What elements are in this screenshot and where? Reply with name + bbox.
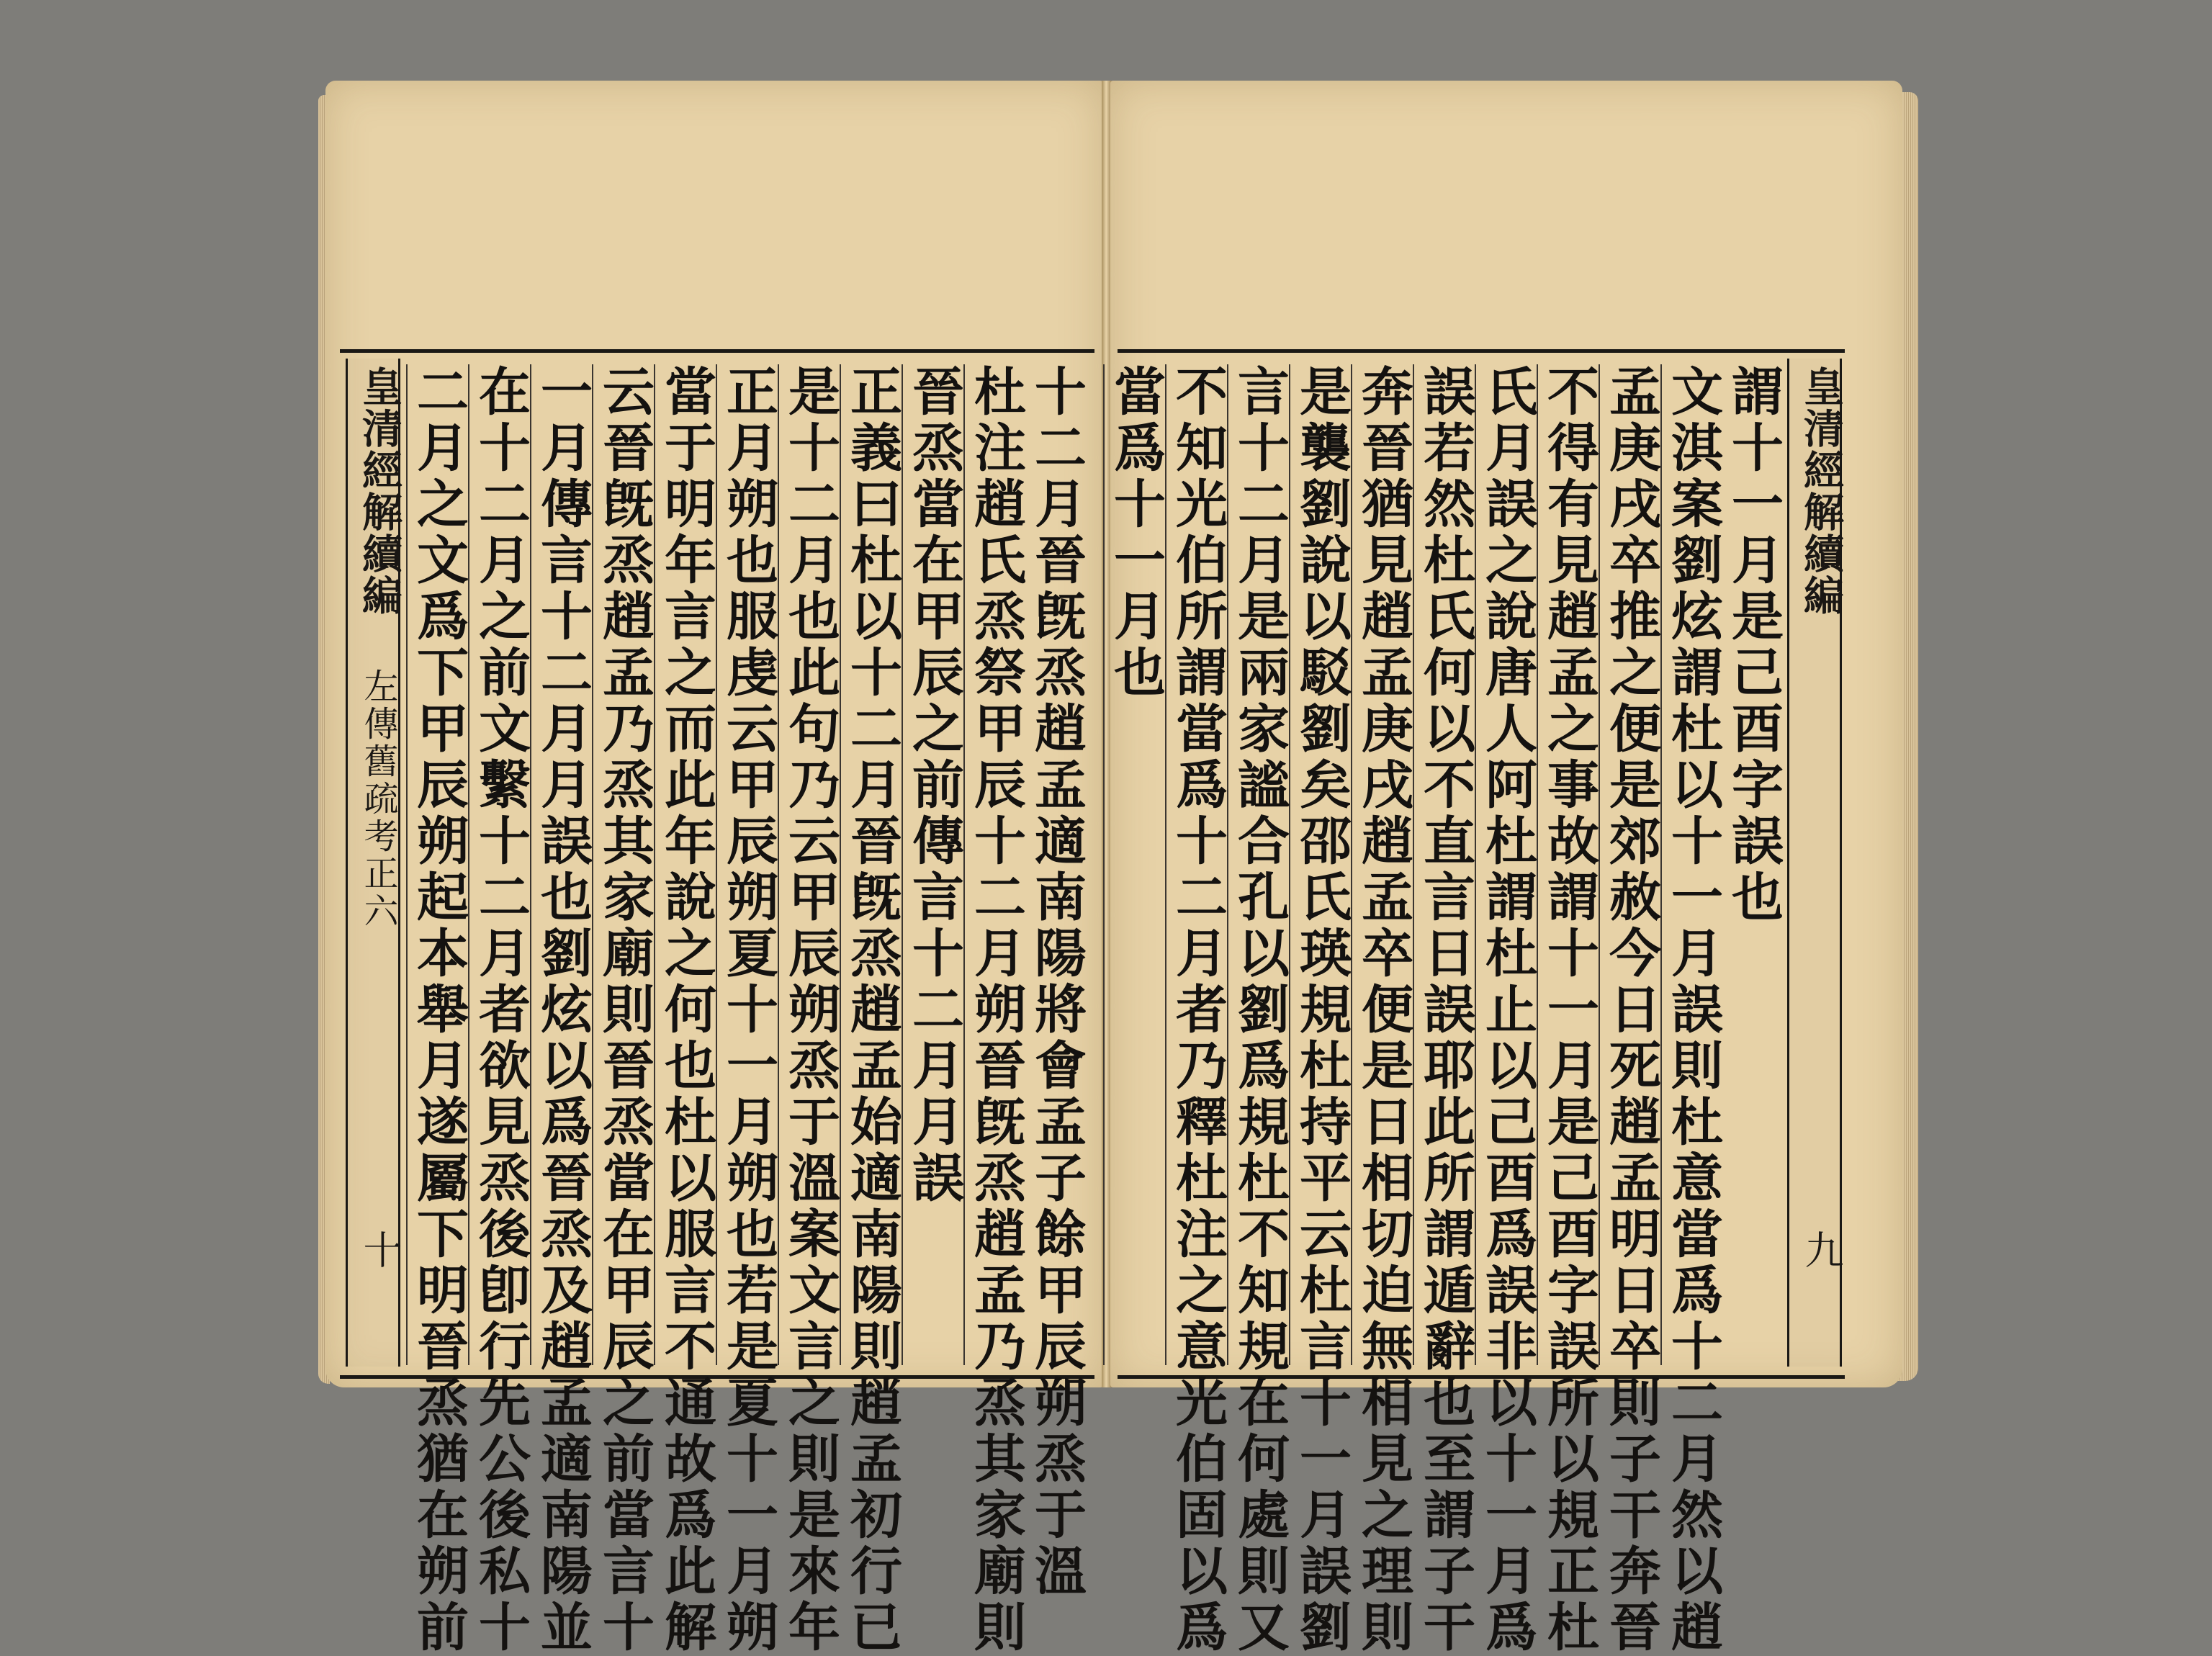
- column-text: 奔晉猶見趙孟庚戌趙孟卒便是日相切迫無相見之理則: [1353, 364, 1414, 1656]
- page-number: 十: [357, 1230, 403, 1269]
- column-text: 當爲十一月也: [1105, 364, 1166, 701]
- column-text: 誤若然杜氏何以不直言日誤耶此所謂遁辭也至謂子干: [1415, 364, 1476, 1656]
- text-column: [1599, 364, 1662, 1656]
- text-column: [1413, 364, 1476, 1656]
- column-text: 不得有見趙孟之事故謂十一月是己酉字誤所以規正杜: [1539, 364, 1600, 1656]
- right-margin-column: [1787, 359, 1845, 1367]
- text-column: [654, 364, 717, 1656]
- text-column: [468, 364, 531, 1656]
- text-column: [1537, 364, 1600, 1656]
- column-text: 二月之文爲下甲辰朔起本舉月遂屬下明晉烝猶在朔前: [408, 364, 469, 1656]
- text-column: [1722, 364, 1784, 1365]
- text-column: [1475, 364, 1538, 1656]
- column-text: 氏月誤之說唐人阿杜謂杜止以己酉爲誤非以十一月爲: [1477, 364, 1538, 1656]
- column-text: 晉烝當在甲辰之前傳言十二月月誤: [904, 364, 965, 1207]
- left-page: [325, 81, 1103, 1656]
- column-text: 杜注趙氏烝祭甲辰十二月朔晉旣烝趙孟乃烝其家廟則: [966, 364, 1027, 1656]
- column-text: 云晉旣烝趙孟乃烝其家廟則晉烝當在甲辰之前當言十: [594, 364, 655, 1656]
- column-text: 是十二月也此句乃云甲辰朔烝于溫案文言之則是來年: [780, 364, 841, 1656]
- text-column: [1103, 364, 1166, 1365]
- left-text-frame: [340, 349, 1094, 1656]
- book-title: 皇清經解續編: [1797, 366, 1845, 616]
- text-column: [592, 364, 655, 1656]
- column-text: 十二月晉旣烝趙孟適南陽將會孟子餘甲辰朔烝于溫: [1026, 364, 1087, 1600]
- page-number: 九: [1799, 1230, 1844, 1269]
- column-text: 不知光伯所謂當爲十二月者乃釋杜注之意光伯固以爲: [1167, 364, 1228, 1656]
- text-column: [1227, 364, 1290, 1656]
- text-column: [963, 364, 1027, 1656]
- section-title: 左傳舊疏考正六: [358, 668, 398, 930]
- text-column: [1660, 364, 1724, 1656]
- open-book: [325, 81, 1902, 1656]
- text-column: [1289, 364, 1352, 1656]
- right-text-frame: [1105, 349, 1845, 1656]
- column-text: 孟庚戌卒推之便是郊赦今日死趙孟明日卒則子干奔晉: [1601, 364, 1662, 1656]
- text-column: [406, 364, 469, 1656]
- text-column: [1165, 364, 1228, 1656]
- text-column: [716, 364, 779, 1656]
- text-column: [1025, 364, 1087, 1600]
- book-title: 皇清經解續編: [356, 366, 403, 616]
- text-column: [902, 364, 965, 1365]
- column-text: 是襲劉說以駁劉矣邵氏瑛規杜持平云杜言十一月誤劉: [1291, 364, 1352, 1656]
- column-text: 謂十一月是己酉字誤也: [1723, 364, 1784, 926]
- text-column: [840, 364, 903, 1656]
- right-page: [1105, 81, 1902, 1656]
- text-column: [530, 364, 593, 1656]
- column-text: 文淇案劉炫謂杜以十一月誤則杜意當爲十二月然以趙: [1663, 364, 1724, 1656]
- column-text: 一月傳言十二月月誤也劉炫以爲晉烝及趙孟適南陽並: [532, 364, 593, 1656]
- column-text: 言十二月是兩家謐合孔以劉爲規杜不知規在何處則又: [1229, 364, 1290, 1656]
- text-column: [778, 364, 841, 1656]
- left-margin-column: [346, 359, 403, 1367]
- column-text: 正義曰杜以十二月晉旣烝趙孟始適南陽則趙孟初行已: [842, 364, 903, 1656]
- text-column: [1351, 364, 1414, 1656]
- column-text: 在十二月之前文繫十二月者欲見烝後卽行先公後私十: [470, 364, 531, 1656]
- column-text: 正月朔也服虔云甲辰朔夏十一月朔也若是夏十一月朔: [718, 364, 779, 1656]
- column-text: 當于明年言之而此年說之何也杜以服言不通故爲此解: [656, 364, 717, 1656]
